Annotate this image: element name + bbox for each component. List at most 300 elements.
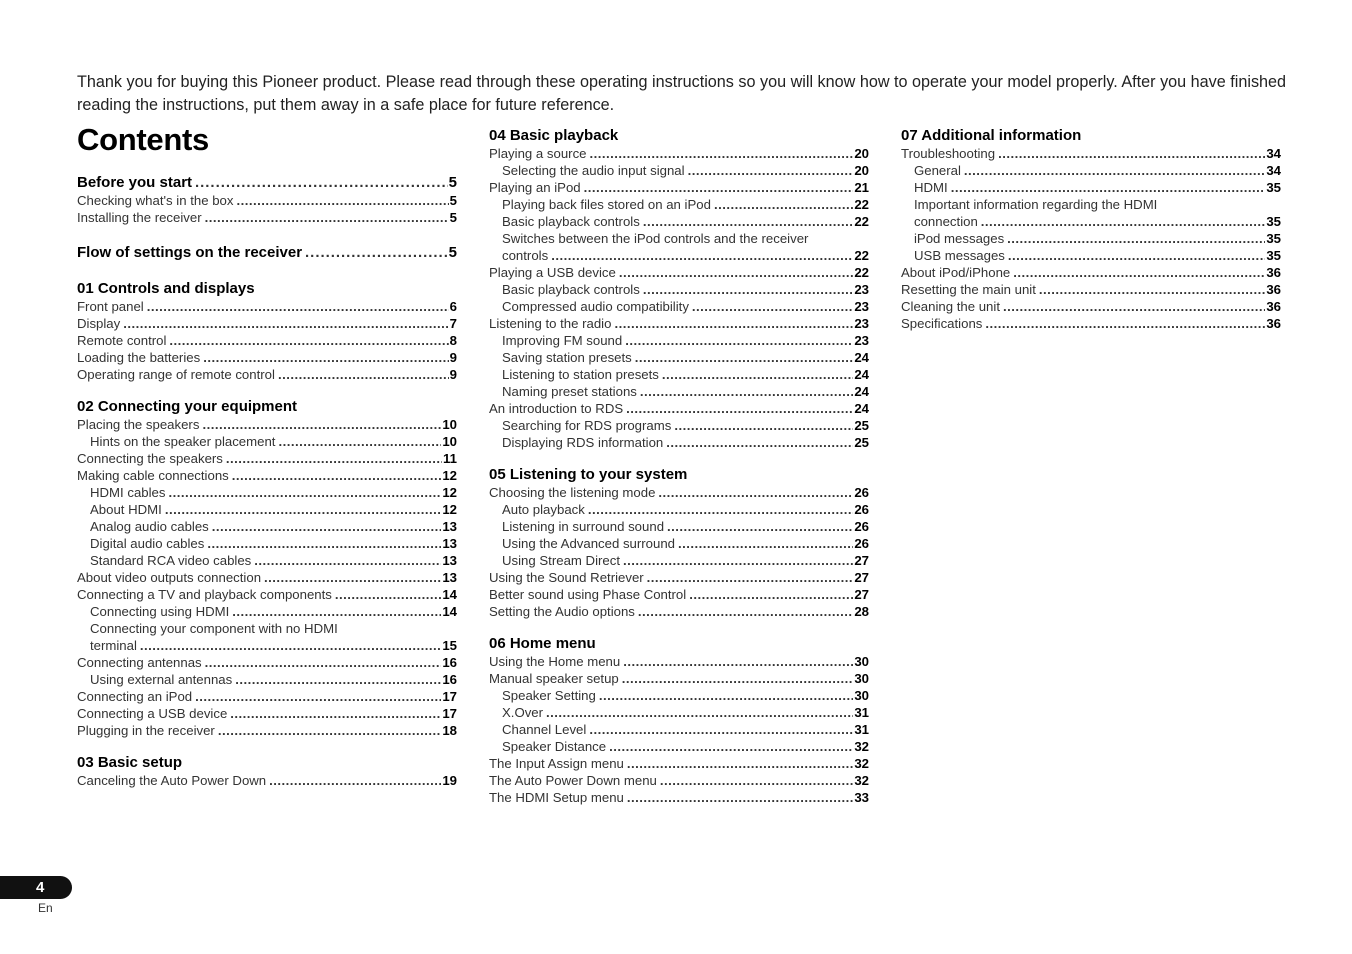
toc-entry-page: 35 bbox=[1266, 180, 1281, 195]
leader-dots bbox=[1003, 298, 1265, 315]
toc-entry-label: Playing a USB device bbox=[489, 265, 616, 280]
toc-entry[interactable] bbox=[77, 332, 457, 349]
toc-entry[interactable] bbox=[489, 349, 869, 366]
toc-entry-page: 14 bbox=[442, 587, 457, 602]
toc-entry-label: Standard RCA video cables bbox=[90, 553, 252, 568]
leader-dots bbox=[212, 518, 442, 535]
toc-entry[interactable] bbox=[489, 603, 869, 620]
toc-entry-label: The HDMI Setup menu bbox=[489, 790, 624, 805]
toc-entry[interactable] bbox=[77, 484, 457, 501]
toc-entry[interactable] bbox=[77, 315, 457, 332]
toc-entry[interactable] bbox=[77, 654, 457, 671]
toc-entry-page: 18 bbox=[442, 723, 457, 738]
toc-entry-label: HDMI bbox=[914, 180, 948, 195]
toc-entry-label: Connecting using HDMI bbox=[90, 604, 230, 619]
toc-list bbox=[489, 653, 869, 806]
toc-entry-label: Connecting the speakers bbox=[77, 451, 223, 466]
leader-dots bbox=[205, 654, 442, 671]
toc-entry-page: 24 bbox=[854, 350, 869, 365]
toc-entry-page: 17 bbox=[442, 706, 457, 721]
toc-entry-label: Listening to station presets bbox=[502, 367, 659, 382]
leader-dots bbox=[1039, 281, 1265, 298]
toc-list bbox=[77, 298, 457, 383]
toc-entry-label: Playing back files stored on an iPod bbox=[502, 197, 711, 212]
toc-entry-label: Specifications bbox=[901, 316, 983, 331]
toc-entry-label: Remote control bbox=[77, 333, 167, 348]
leader-dots bbox=[278, 433, 441, 450]
toc-entry-label: Playing a source bbox=[489, 146, 587, 161]
toc-entry-page: 15 bbox=[442, 638, 457, 653]
toc-entry[interactable] bbox=[77, 586, 457, 603]
toc-entry[interactable] bbox=[77, 637, 457, 654]
toc-entry[interactable] bbox=[77, 705, 457, 722]
toc-entry-page: 36 bbox=[1266, 265, 1281, 280]
leader-dots bbox=[269, 772, 441, 789]
leader-dots bbox=[674, 417, 853, 434]
toc-entry-label: Channel Level bbox=[502, 722, 587, 737]
toc-entry-page: 19 bbox=[442, 773, 457, 788]
leader-dots bbox=[623, 653, 853, 670]
toc-entry[interactable] bbox=[77, 366, 457, 383]
leader-dots bbox=[622, 670, 854, 687]
leader-dots bbox=[1008, 247, 1265, 264]
toc-entry[interactable] bbox=[489, 417, 869, 434]
leader-dots bbox=[264, 569, 441, 586]
toc-entry-label-line[interactable]: Switches between the iPod controls and the receiver bbox=[502, 231, 809, 246]
toc-entry-page: 5 bbox=[449, 210, 457, 225]
leader-dots bbox=[619, 264, 854, 281]
section-heading: 05 Listening to your system bbox=[489, 466, 688, 483]
toc-entry-label: Connecting a USB device bbox=[77, 706, 228, 721]
toc-entry-label: Better sound using Phase Control bbox=[489, 587, 687, 602]
toc-entry-label: Before you start bbox=[77, 174, 193, 191]
toc-entry-page: 13 bbox=[442, 570, 457, 585]
toc-entry[interactable] bbox=[77, 467, 457, 484]
section-heading: 02 Connecting your equipment bbox=[77, 398, 298, 415]
toc-entry-page: 7 bbox=[449, 316, 457, 331]
toc-entry-page: 36 bbox=[1266, 282, 1281, 297]
toc-entry-label: Using the Sound Retriever bbox=[489, 570, 644, 585]
toc-entry[interactable] bbox=[77, 671, 457, 688]
intro-paragraph: Thank you for buying this Pioneer product. Please read through these operating instructions so you will know how to operate your model properly. After you have finished reading the instructions, put them away in a safe place for future reference. bbox=[77, 73, 1287, 114]
leader-dots bbox=[985, 315, 1265, 332]
toc-entry-label-line[interactable]: Important information regarding the HDMI bbox=[914, 197, 1158, 212]
toc-entry-page: 27 bbox=[854, 553, 869, 568]
toc-entry-label: About HDMI bbox=[90, 502, 162, 517]
toc-entry-page: 30 bbox=[854, 654, 869, 669]
leader-dots bbox=[123, 315, 448, 332]
toc-entry-label: Using external antennas bbox=[90, 672, 233, 687]
leader-dots bbox=[278, 366, 449, 383]
leader-dots bbox=[305, 243, 448, 262]
toc-entry[interactable] bbox=[489, 653, 869, 670]
toc-entry-page: 33 bbox=[854, 790, 869, 805]
toc-column-3 bbox=[901, 126, 1281, 332]
toc-entry[interactable] bbox=[489, 213, 869, 230]
leader-dots bbox=[232, 467, 442, 484]
toc-entry[interactable] bbox=[489, 518, 869, 535]
toc-entry-page: 12 bbox=[442, 485, 457, 500]
leader-dots bbox=[551, 247, 853, 264]
leader-dots bbox=[168, 484, 441, 501]
toc-entry-label: controls bbox=[502, 248, 549, 263]
toc-entry[interactable] bbox=[77, 209, 457, 226]
toc-entry-label: Hints on the speaker placement bbox=[90, 434, 276, 449]
toc-entry[interactable] bbox=[901, 145, 1281, 162]
leader-dots bbox=[218, 722, 442, 739]
toc-entry-label: Checking what's in the box bbox=[77, 193, 234, 208]
toc-entry[interactable] bbox=[489, 501, 869, 518]
toc-entry-page: 30 bbox=[854, 671, 869, 686]
toc-entry-label: Connecting an iPod bbox=[77, 689, 193, 704]
toc-entry-page: 22 bbox=[854, 197, 869, 212]
toc-entry[interactable] bbox=[489, 721, 869, 738]
leader-dots bbox=[195, 688, 441, 705]
leader-dots bbox=[623, 552, 853, 569]
leader-dots bbox=[589, 721, 853, 738]
toc-entry-label: Speaker Distance bbox=[502, 739, 607, 754]
toc-entry[interactable] bbox=[489, 670, 869, 687]
toc-entry[interactable] bbox=[489, 569, 869, 586]
toc-entry-page: 34 bbox=[1266, 146, 1281, 161]
toc-entry-page: 35 bbox=[1266, 231, 1281, 246]
toc-entry-page: 24 bbox=[854, 367, 869, 382]
leader-dots bbox=[235, 671, 441, 688]
toc-entry-page: 12 bbox=[442, 502, 457, 517]
toc-list bbox=[77, 416, 457, 739]
toc-entry-page: 34 bbox=[1266, 163, 1281, 178]
toc-entry-page: 23 bbox=[854, 333, 869, 348]
toc-entry[interactable] bbox=[77, 552, 457, 569]
toc-entry-page: 22 bbox=[854, 248, 869, 263]
leader-dots bbox=[692, 298, 853, 315]
toc-entry[interactable] bbox=[489, 789, 869, 806]
toc-entry-page: 36 bbox=[1266, 316, 1281, 331]
toc-entry-label: connection bbox=[914, 214, 978, 229]
toc-entry-page: 5 bbox=[448, 244, 457, 261]
toc-entry-label: Using the Advanced surround bbox=[502, 536, 676, 551]
leader-dots bbox=[625, 332, 853, 349]
leader-dots bbox=[981, 213, 1266, 230]
toc-entry[interactable] bbox=[77, 569, 457, 586]
toc-entry-page: 30 bbox=[854, 688, 869, 703]
toc-entry-page: 22 bbox=[854, 214, 869, 229]
toc-entry[interactable] bbox=[901, 162, 1281, 179]
leader-dots bbox=[647, 569, 854, 586]
toc-entry-page: 11 bbox=[443, 451, 457, 466]
toc-column-2 bbox=[489, 126, 869, 806]
toc-entry[interactable] bbox=[77, 603, 457, 620]
toc-entry-label: Auto playback bbox=[502, 502, 585, 517]
toc-entry[interactable] bbox=[489, 281, 869, 298]
toc-entry-label: Using Stream Direct bbox=[502, 553, 620, 568]
section-heading: 06 Home menu bbox=[489, 635, 596, 652]
leader-dots bbox=[205, 209, 449, 226]
section-heading: 04 Basic playback bbox=[489, 127, 619, 144]
toc-entry[interactable] bbox=[77, 416, 457, 433]
toc-entry-label: Basic playback controls bbox=[502, 282, 640, 297]
leader-dots bbox=[660, 772, 853, 789]
toc-entry[interactable] bbox=[901, 298, 1281, 315]
leader-dots bbox=[335, 586, 441, 603]
toc-entry-label: Canceling the Auto Power Down bbox=[77, 773, 267, 788]
toc-entry-page: 12 bbox=[442, 468, 457, 483]
toc-entry-label: iPod messages bbox=[914, 231, 1005, 246]
leader-dots bbox=[627, 789, 853, 806]
toc-entry-label: Compressed audio compatibility bbox=[502, 299, 689, 314]
toc-entry-page: 26 bbox=[854, 485, 869, 500]
toc-entry-label: Listening in surround sound bbox=[502, 519, 665, 534]
toc-entry[interactable] bbox=[77, 433, 457, 450]
toc-entry[interactable] bbox=[901, 247, 1281, 264]
leader-dots bbox=[635, 349, 854, 366]
toc-entry-page: 32 bbox=[854, 773, 869, 788]
toc-entry-label: Making cable connections bbox=[77, 468, 229, 483]
toc-entry[interactable] bbox=[489, 484, 869, 501]
section-heading: 01 Controls and displays bbox=[77, 280, 255, 297]
toc-entry-page: 20 bbox=[854, 163, 869, 178]
toc-entry[interactable] bbox=[77, 722, 457, 739]
leader-dots bbox=[140, 637, 441, 654]
toc-entry-page: 9 bbox=[449, 367, 457, 382]
toc-entry[interactable] bbox=[77, 173, 457, 192]
toc-entry-page: 24 bbox=[854, 384, 869, 399]
toc-entry[interactable] bbox=[489, 196, 869, 213]
toc-entry-page: 13 bbox=[442, 536, 457, 551]
toc-entry-page: 23 bbox=[854, 316, 869, 331]
toc-entry-page: 23 bbox=[854, 282, 869, 297]
toc-entry[interactable] bbox=[901, 264, 1281, 281]
section-heading: 07 Additional information bbox=[901, 127, 1082, 144]
toc-entry-label: USB messages bbox=[914, 248, 1005, 263]
toc-entry-label: Saving station presets bbox=[502, 350, 632, 365]
toc-entry-page: 14 bbox=[442, 604, 457, 619]
toc-entry-label: The Input Assign menu bbox=[489, 756, 624, 771]
toc-entry-label: About iPod/iPhone bbox=[901, 265, 1011, 280]
toc-entry-page: 13 bbox=[442, 553, 457, 568]
toc-entry-label: Flow of settings on the receiver bbox=[77, 244, 303, 261]
toc-entry-label: The Auto Power Down menu bbox=[489, 773, 657, 788]
leader-dots bbox=[254, 552, 441, 569]
leader-dots bbox=[678, 535, 853, 552]
toc-entry-label: Cleaning the unit bbox=[901, 299, 1000, 314]
toc-entry[interactable] bbox=[489, 586, 869, 603]
leader-dots bbox=[689, 586, 853, 603]
toc-entry[interactable] bbox=[489, 400, 869, 417]
toc-entry-page: 16 bbox=[442, 655, 457, 670]
page-title: Contents bbox=[77, 122, 209, 157]
toc-entry-page: 5 bbox=[448, 174, 457, 191]
leader-dots bbox=[226, 450, 442, 467]
leader-dots bbox=[638, 603, 853, 620]
leader-dots bbox=[964, 162, 1265, 179]
toc-entry-label: Searching for RDS programs bbox=[502, 418, 672, 433]
toc-entry-page: 24 bbox=[854, 401, 869, 416]
toc-list bbox=[489, 484, 869, 620]
leader-dots bbox=[546, 704, 853, 721]
section-heading: 03 Basic setup bbox=[77, 754, 183, 771]
toc-entry-page: 26 bbox=[854, 502, 869, 517]
toc-entry-page: 6 bbox=[449, 299, 457, 314]
toc-entry[interactable] bbox=[901, 281, 1281, 298]
toc-entry-label: Selecting the audio input signal bbox=[502, 163, 685, 178]
leader-dots bbox=[1007, 230, 1265, 247]
leader-dots bbox=[666, 434, 853, 451]
toc-entry[interactable] bbox=[489, 145, 869, 162]
leader-dots bbox=[643, 281, 854, 298]
leader-dots bbox=[614, 315, 853, 332]
toc-entry[interactable] bbox=[489, 704, 869, 721]
leader-dots bbox=[147, 298, 449, 315]
leader-dots bbox=[203, 349, 448, 366]
toc-entry[interactable] bbox=[489, 738, 869, 755]
toc-entry[interactable] bbox=[77, 688, 457, 705]
leader-dots bbox=[588, 501, 853, 518]
toc-entry-label: Listening to the radio bbox=[489, 316, 612, 331]
toc-entry[interactable] bbox=[489, 383, 869, 400]
leader-dots bbox=[202, 416, 441, 433]
toc-entry-label: Display bbox=[77, 316, 121, 331]
toc-entry-label: Troubleshooting bbox=[901, 146, 996, 161]
toc-entry-page: 5 bbox=[449, 193, 457, 208]
leader-dots bbox=[688, 162, 854, 179]
leader-dots bbox=[609, 738, 853, 755]
toc-entry[interactable] bbox=[77, 192, 457, 209]
toc-entry[interactable] bbox=[77, 772, 457, 789]
toc-entry[interactable] bbox=[489, 247, 869, 264]
toc-entry-page: 10 bbox=[442, 417, 457, 432]
toc-entry-label: Choosing the listening mode bbox=[489, 485, 656, 500]
leader-dots bbox=[165, 501, 442, 518]
page-number: 4 bbox=[36, 879, 45, 896]
leader-dots bbox=[714, 196, 853, 213]
toc-entry-page: 17 bbox=[442, 689, 457, 704]
toc-entry-label: Plugging in the receiver bbox=[77, 723, 215, 738]
toc-list bbox=[77, 772, 457, 789]
toc-entry-page: 22 bbox=[854, 265, 869, 280]
leader-dots bbox=[643, 213, 854, 230]
toc-entry-page: 25 bbox=[854, 435, 869, 450]
toc-entry[interactable] bbox=[77, 518, 457, 535]
toc-list bbox=[901, 145, 1281, 332]
toc-entry-page: 13 bbox=[442, 519, 457, 534]
toc-entry-label: Loading the batteries bbox=[77, 350, 201, 365]
leader-dots bbox=[998, 145, 1265, 162]
toc-entry[interactable] bbox=[489, 434, 869, 451]
toc-entry[interactable] bbox=[77, 450, 457, 467]
toc-entry-page: 35 bbox=[1266, 214, 1281, 229]
toc-entry-label: Manual speaker setup bbox=[489, 671, 619, 686]
toc-entry[interactable] bbox=[77, 535, 457, 552]
toc-entry-page: 36 bbox=[1266, 299, 1281, 314]
leader-dots bbox=[590, 145, 854, 162]
toc-entry-label: Resetting the main unit bbox=[901, 282, 1036, 297]
toc-entry-label: Setting the Audio options bbox=[489, 604, 635, 619]
toc-entry-label: About video outputs connection bbox=[77, 570, 262, 585]
toc-entry[interactable] bbox=[77, 298, 457, 315]
toc-entry-label: Operating range of remote control bbox=[77, 367, 275, 382]
toc-entry-page: 8 bbox=[449, 333, 457, 348]
toc-entry-label: Digital audio cables bbox=[90, 536, 205, 551]
toc-entry-page: 31 bbox=[854, 722, 869, 737]
toc-column-1 bbox=[77, 173, 457, 789]
toc-entry[interactable] bbox=[489, 162, 869, 179]
leader-dots bbox=[236, 192, 448, 209]
leader-dots bbox=[662, 366, 853, 383]
leader-dots bbox=[599, 687, 853, 704]
leader-dots bbox=[627, 755, 853, 772]
toc-entry-label: Connecting a TV and playback components bbox=[77, 587, 332, 602]
toc-entry[interactable] bbox=[489, 552, 869, 569]
toc-entry-label: Naming preset stations bbox=[502, 384, 637, 399]
toc-entry-page: 25 bbox=[854, 418, 869, 433]
toc-entry-label: HDMI cables bbox=[90, 485, 166, 500]
leader-dots bbox=[195, 173, 448, 192]
toc-entry-label: Speaker Setting bbox=[502, 688, 596, 703]
toc-entry[interactable] bbox=[489, 366, 869, 383]
toc-entry-label-line[interactable]: Connecting your component with no HDMI bbox=[90, 621, 338, 636]
toc-entry-label: Using the Home menu bbox=[489, 654, 621, 669]
toc-entry-page: 31 bbox=[854, 705, 869, 720]
toc-entry-label: An introduction to RDS bbox=[489, 401, 624, 416]
toc-entry[interactable] bbox=[489, 687, 869, 704]
toc-entry[interactable] bbox=[489, 755, 869, 772]
toc-entry-label: Improving FM sound bbox=[502, 333, 623, 348]
language-label: En bbox=[38, 901, 53, 915]
leader-dots bbox=[626, 400, 853, 417]
toc-entry-label: Analog audio cables bbox=[90, 519, 209, 534]
toc-entry-page: 35 bbox=[1266, 248, 1281, 263]
toc-entry-page: 20 bbox=[854, 146, 869, 161]
leader-dots bbox=[1013, 264, 1265, 281]
leader-dots bbox=[584, 179, 854, 196]
toc-entry[interactable] bbox=[77, 243, 457, 262]
toc-entry[interactable] bbox=[489, 179, 869, 196]
toc-entry[interactable] bbox=[77, 501, 457, 518]
toc-entry[interactable] bbox=[489, 535, 869, 552]
leader-dots bbox=[667, 518, 853, 535]
toc-entry-page: 23 bbox=[854, 299, 869, 314]
leader-dots bbox=[658, 484, 853, 501]
toc-entry[interactable] bbox=[489, 332, 869, 349]
toc-entry-page: 16 bbox=[442, 672, 457, 687]
toc-entry-page: 32 bbox=[854, 756, 869, 771]
toc-entry[interactable] bbox=[77, 349, 457, 366]
toc-entry-page: 21 bbox=[854, 180, 869, 195]
toc-entry[interactable] bbox=[901, 230, 1281, 247]
toc-entry-label: Displaying RDS information bbox=[502, 435, 664, 450]
toc-entry[interactable] bbox=[489, 264, 869, 281]
toc-entry-page: 10 bbox=[442, 434, 457, 449]
toc-entry-label: Connecting antennas bbox=[77, 655, 202, 670]
toc-entry[interactable] bbox=[901, 213, 1281, 230]
toc-entry-label: terminal bbox=[90, 638, 137, 653]
toc-entry-page: 32 bbox=[854, 739, 869, 754]
toc-entry[interactable] bbox=[489, 315, 869, 332]
leader-dots bbox=[951, 179, 1266, 196]
toc-entry[interactable] bbox=[901, 179, 1281, 196]
toc-entry-label: Playing an iPod bbox=[489, 180, 581, 195]
toc-entry[interactable] bbox=[489, 772, 869, 789]
toc-entry-page: 9 bbox=[449, 350, 457, 365]
toc-entry-label: Installing the receiver bbox=[77, 210, 202, 225]
toc-entry-page: 27 bbox=[854, 570, 869, 585]
leader-dots bbox=[207, 535, 441, 552]
toc-entry-page: 26 bbox=[854, 536, 869, 551]
toc-entry[interactable] bbox=[901, 315, 1281, 332]
toc-entry-page: 28 bbox=[854, 604, 869, 619]
toc-entry[interactable] bbox=[489, 298, 869, 315]
